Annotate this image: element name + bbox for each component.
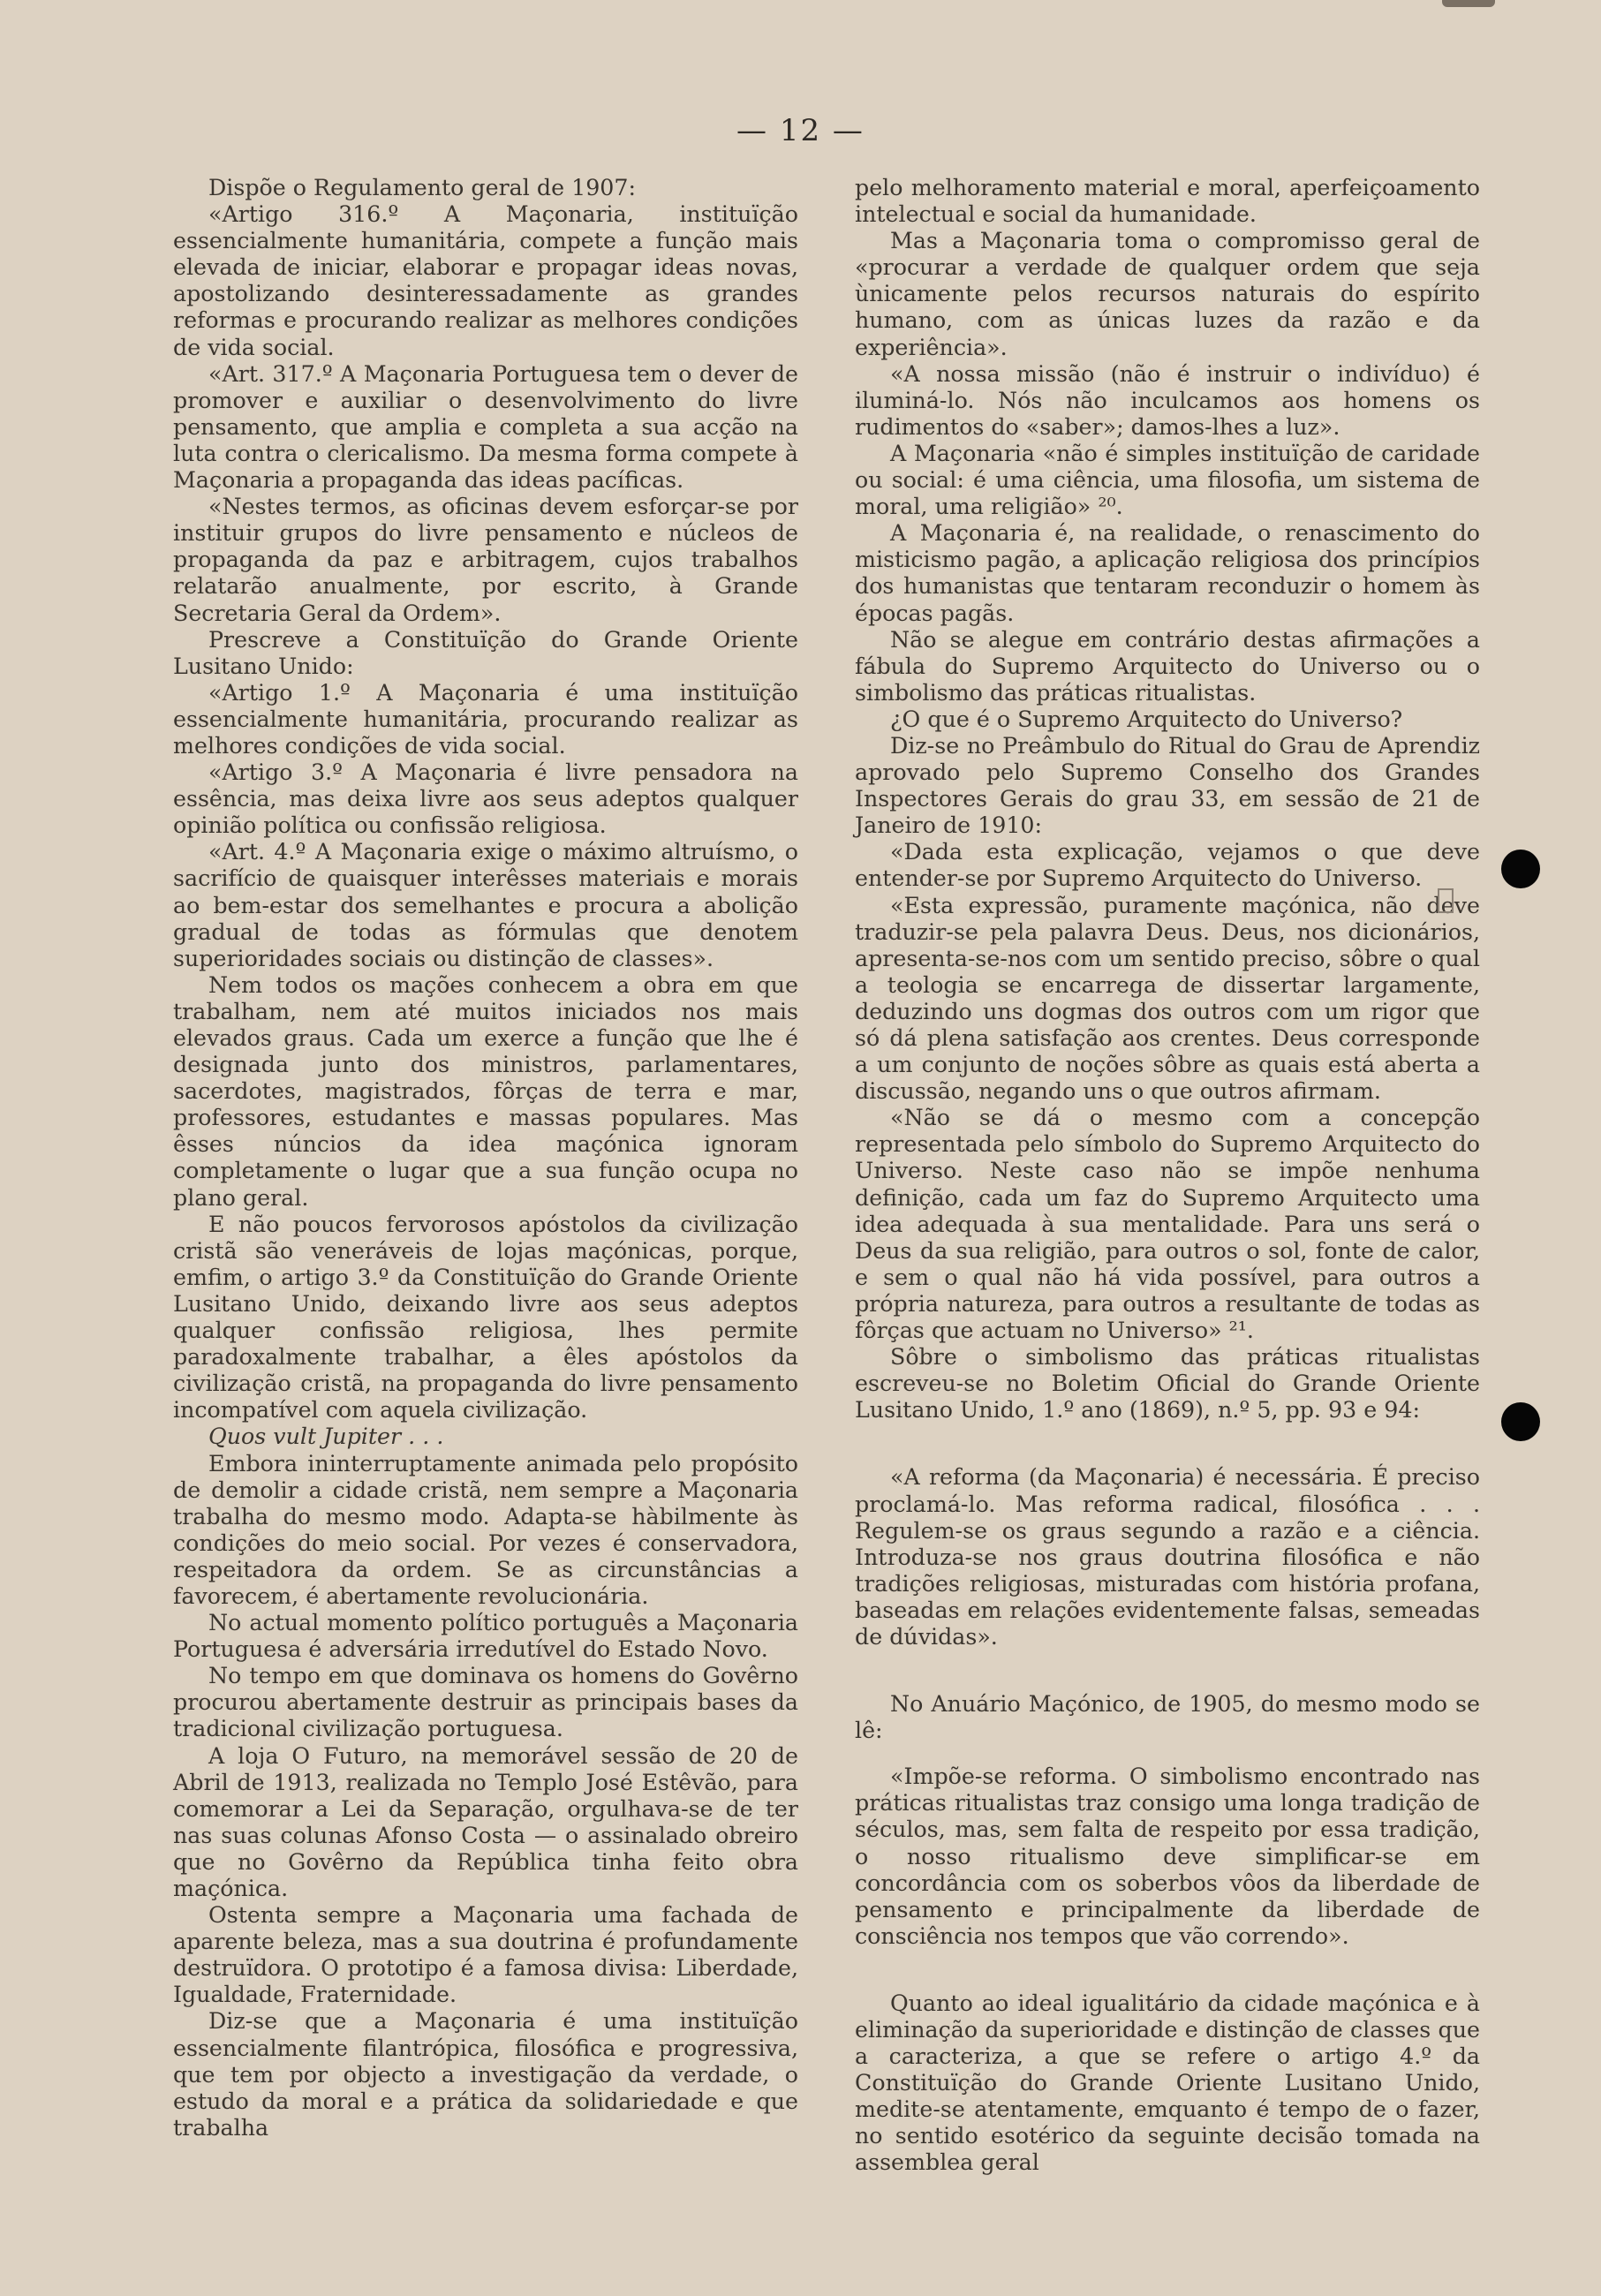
quote-block: «A reforma (da Maçonaria) é necessária. É preciso proclamá-lo. Mas reforma radical, filosófica . . . Regulem-se os graus segundo a razão e a ciência. Introduza-se nos graus doutrina filosófica e não tradições religiosas, misturadas com história profana, baseadas em relações evidentemente falsas, semeadas de dúvidas». (855, 1464, 1480, 1650)
page-number: — 12 — (736, 113, 865, 148)
punch-hole (1501, 1402, 1540, 1441)
paragraph: No Anuário Maçónico, de 1905, do mesmo modo se lê: (855, 1691, 1480, 1744)
paragraph: «Dada esta explicação, vejamos o que deve entender-se por Supremo Arquitecto do Universo. (855, 839, 1480, 892)
paragraph: A loja O Futuro, na memorável sessão de 20 de Abril de 1913, realizada no Templo José Estêvão, para comemorar a Lei da Separação, orgulhava-se de ter nas suas colunas Afonso Costa — o assinalado obreiro que no Govêrno da República tinha feito obra maçónica. (173, 1742, 798, 1901)
paragraph: «Artigo 1.º A Maçonaria é uma instituïção essencialmente humanitária, procurando realizar as melhores condições de vida social. (173, 679, 798, 759)
paragraph: «Artigo 3.º A Maçonaria é livre pensadora na essência, mas deixa livre aos seus adeptos qualquer opinião política ou confissão religiosa. (173, 759, 798, 839)
paragraph: «Esta expressão, puramente maçónica, não deve traduzir-se pela palavra Deus. Deus, nos dicionários, apresenta-se-nos com um sentido preciso, sôbre o qual a teologia se encarrega de dissertar largamente, deduzindo uns dogmas dos outros com um rigor que só dá plena satisfação aos crentes. Deus corresponde a um conjunto de noções sôbre as quais está aberta a discussão, negando uns o que outros afirmam. (855, 892, 1480, 1105)
paragraph: «A nossa missão (não é instruir o indivíduo) é iluminá-lo. Nós não inculcamos aos homens os rudimentos do «saber»; damos-lhes a luz». (855, 360, 1480, 440)
right-column (855, 175, 1480, 2177)
latin-quote: Quos vult Jupiter . . . (208, 1424, 444, 1450)
paragraph: «Art. 4.º A Maçonaria exige o máximo altruísmo, o sacrifício de quaisquer interêsses materiais e morais ao bem-estar dos semelhantes e procura a abolição gradual de todas as fórmulas que denotem superioridades sociais ou distinção de classes». (173, 839, 798, 971)
paragraph: pelo melhoramento material e moral, aperfeiçoamento intelectual e social da humanidade. (855, 175, 1480, 228)
paragraph: No tempo em que dominava os homens do Govêrno procurou abertamente destruir as principais bases da tradicional civilização portuguesa. (173, 1663, 798, 1742)
paragraph: Diz-se que a Maçonaria é uma instituïção essencialmente filantrópica, filosófica e progressiva, que tem por objecto a investigação da verdade, o estudo da moral e a prática da solidariedade e que trabalha (173, 2008, 798, 2141)
paragraph: Ostenta sempre a Maçonaria uma fachada de aparente beleza, mas a sua doutrina é profundamente destruïdora. O prototipo é a famosa divisa: Liberdade, Igualdade, Fraternidade. (173, 1902, 798, 2008)
scan-artifact (1438, 888, 1454, 913)
paragraph: E não poucos fervorosos apóstolos da civilização cristã são veneráveis de lojas maçónicas, porque, emfim, o artigo 3.º da Constituïção do Grande Oriente Lusitano Unido, deixando livre aos seus adeptos qualquer confissão religiosa, lhes permite paradoxalmente trabalhar, a êles apóstolos da civilização cristã, na propaganda do livre pensamento incompatível com aquela civilização. (173, 1211, 798, 1424)
paragraph: Prescreve a Constituïção do Grande Oriente Lusitano Unido: (173, 626, 798, 679)
paragraph: Nem todos os mações conhecem a obra em que trabalham, nem até muitos iniciados nos mais elevados graus. Cada um exerce a função que lhe é designada junto dos ministros, parlamentares, sacerdotes, magistrados, fôrças de terra e mar, professores, estudantes e massas populares. Mas êsses núncios da idea maçónica ignoram completamente o lugar que a sua função ocupa no plano geral. (173, 971, 798, 1211)
page-corner-mark (1442, 0, 1495, 7)
paragraph: Quanto ao ideal igualitário da cidade maçónica e à eliminação da superioridade e distinção de classes que a caracteriza, a que se refere o artigo 4.º da Constituïção do Grande Oriente Lusitano Unido, medite-se atentamente, emquanto é tempo de o fazer, no sentido esotérico da seguinte decisão tomada na assemblea geral (855, 1990, 1480, 2176)
paragraph: Diz-se no Preâmbulo do Ritual do Grau de Aprendiz aprovado pelo Supremo Conselho dos Grandes Inspectores Gerais do grau 33, em sessão de 21 de Janeiro de 1910: (855, 732, 1480, 839)
paragraph: «Não se dá o mesmo com a concepção representada pelo símbolo do Supremo Arquitecto do Universo. Neste caso não se impõe nenhuma definição, cada um faz do Supremo Arquitecto uma idea adequada à sua mentalidade. Para uns será o Deus da sua religião, para outros o sol, fonte de calor, e sem o qual não há vida possível, para outros a própria natureza, para outros a resultante de todas as fôrças que actuam no Universo» ²¹. (855, 1105, 1480, 1344)
paragraph: «Nestes termos, as oficinas devem esforçar-se por instituir grupos do livre pensamento e núcleos de propaganda da paz e arbitragem, cujos trabalhos relatarão anualmente, por escrito, à Grande Secretaria Geral da Ordem». (173, 494, 798, 626)
paragraph: A Maçonaria é, na realidade, o renascimento do misticismo pagão, a aplicação religiosa dos princípios dos humanistas que tentaram reconduzir o homem às épocas pagãs. (855, 520, 1480, 626)
paragraph: Não se alegue em contrário destas afirmações a fábula do Supremo Arquitecto do Universo ou o simbolismo das práticas ritualistas. (855, 626, 1480, 706)
paragraph: A Maçonaria «não é simples instituïção de caridade ou social: é uma ciência, uma filosofia, um sistema de moral, uma religião» ²⁰. (855, 440, 1480, 520)
paragraph: Dispõe o Regulamento geral de 1907: (208, 175, 637, 200)
paragraph: No actual momento político português a Maçonaria Portuguesa é adversária irredutível do Estado Novo. (173, 1610, 798, 1663)
left-column (173, 175, 798, 2141)
paragraph: Embora ininterruptamente animada pelo propósito de demolir a cidade cristã, nem sempre a Maçonaria trabalha do mesmo modo. Adapta-se hàbilmente às condições do meio social. Por vezes é conservadora, respeitadora da ordem. Se as circunstâncias a favorecem, é abertamente revolucionária. (173, 1450, 798, 1609)
paragraph: ¿O que é o Supremo Arquitecto do Universo? (890, 706, 1403, 732)
punch-hole (1501, 850, 1540, 888)
quote-block: «Impõe-se reforma. O simbolismo encontrado nas práticas ritualistas traz consigo uma longa tradição de séculos, mas, sem falta de respeito por essa tradição, o nosso ritualismo deve simplificar-se em concordância com os soberbos vôos da liberdade de pensamento e principalmente da liberdade de consciência nos tempos que vão correndo». (855, 1764, 1480, 1949)
paragraph: Mas a Maçonaria toma o compromisso geral de «procurar a verdade de qualquer ordem que seja ùnicamente pelos recursos naturais do espírito humano, com as únicas luzes da razão e da experiência». (855, 228, 1480, 360)
paragraph: «Art. 317.º A Maçonaria Portuguesa tem o dever de promover e auxiliar o desenvolvimento do livre pensamento, que amplia e completa a sua acção na luta contra o clericalismo. Da mesma forma compete à Maçonaria a propaganda das ideas pacíficas. (173, 360, 798, 494)
paragraph: «Artigo 316.º A Maçonaria, instituïção essencialmente humanitária, compete a função mais elevada de iniciar, elaborar e propagar ideas novas, apostolizando desinteressadamente as grandes reformas e procurando realizar as melhores condições de vida social. (173, 201, 798, 360)
paragraph: Sôbre o simbolismo das práticas ritualistas escreveu-se no Boletim Oficial do Grande Oriente Lusitano Unido, 1.º ano (1869), n.º 5, pp. 93 e 94: (855, 1344, 1480, 1424)
